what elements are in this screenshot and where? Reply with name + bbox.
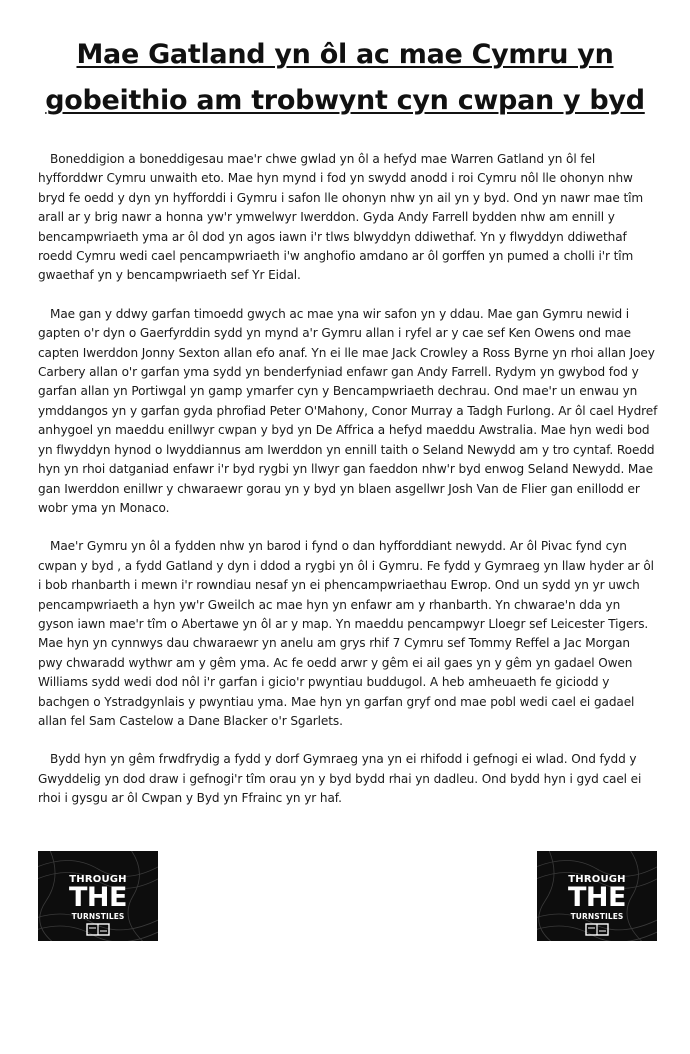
article-paragraph-3: Mae'r Gymru yn ôl a fydden nhw yn barod i fynd o dan hyfforddiant newydd. Ar ôl Pivac fynd cyn cwpan y byd , a fydd Gatland y dyn i ddod a rygbi yn ôl i Gymru. Fe fydd y Gymraeg yn llaw hyder ar ôl i bob rhanbarth i mewn i'r rowndiau nesaf yn ei phencampwriaethau Ewrop. Ond un sydd yn yr uwch pencampwriaeth a hyn yw'r Gweilch ac mae hyn yn enfawr am y rhanbarth. Yn chwarae'n dda yn gyson iawn mae'r tîm o Abertawe yn ôl ar y map. Yn maeddu pencampwyr Lloegr sef Leicester Tigers. Mae hyn yn cynnwys dau chwaraewr yn anelu am grys rhif 7 Cymru sef Tommy Reffel a Jac Morgan pwy chwaradd wythwr am y gêm yma. Ac fe oedd arwr y gêm ei ail gaes yn y gêm yn gadael Owen Williams sydd wedi dod nôl i'r garfan i gicio'r pwyntiau buddugol. A heb amheuaeth fe giciodd y bachgen o Ystradgynlais y pwyntiau yma. Mae hyn yn garfan gryf ond mae pobl wedi cael ei gadael allan fel Sam Castelow a Dane Blacker o'r Sgarlets.: [38, 539, 654, 728]
turnstile-icon: [86, 922, 110, 936]
logo-text-the: THE: [568, 882, 626, 913]
article-paragraph-4: Bydd hyn yn gêm frwdfrydig a fydd y dorf Gymraeg yna yn ei rhifodd i gefnogi ei wlad. Ond fydd y Gwyddelig yn dod draw i gefnogi'r tîm orau yn y byd bydd rhai yn dadleu. Ond bydd hyn i gyd cael ei rhoi i gysgu ar ôl Cwpan y Byd yn Ffrainc yn yr haf.: [38, 752, 642, 806]
logo-text-through: THROUGH: [568, 874, 626, 885]
logo-text-turnstiles: TURNSTILES: [570, 912, 624, 921]
article-title: Mae Gatland yn ôl ac mae Cymru yn gobeithio am trobwynt cyn cwpan y byd: [45, 39, 645, 116]
logo-text-through: THROUGH: [69, 874, 127, 885]
through-the-turnstiles-logo-left: [38, 851, 158, 941]
article-body: [38, 150, 658, 828]
through-the-turnstiles-logo-right: [537, 851, 657, 941]
logo-text-turnstiles: TURNSTILES: [71, 912, 125, 921]
logo-text-the: THE: [69, 882, 127, 913]
turnstile-icon: [585, 922, 609, 936]
article-paragraph-1: Boneddigion a boneddigesau mae'r chwe gwlad yn ôl a hefyd mae Warren Gatland yn ôl fel hyfforddwr Cymru unwaith eto. Mae hyn mynd i fod yn swydd anodd i roi Cymru nôl lle ohonyn nhw bryd fe oedd y dyn yn hyfforddi i Gymru i safon lle ohonyn nhw yn ail yn y byd. Ond yn nawr mae tîm arall ar y brig nawr a honna yw'r ymwelwyr Iwerddon. Gyda Andy Farrell bydden nhw am ennill y bencampwriaeth yma ar ôl dod yn agos iawn i'r tlws blwyddyn ddiwethaf. Yn y flwyddyn ddiwethaf roedd Cymru wedi cael pencampwriaeth i'w anghofio amdano ar ôl gorffen yn pumed a cholli i'r tîm gwaethaf yn y bencampwriaeth sef Yr Eidal.: [38, 152, 644, 283]
article-paragraph-2: Mae gan y ddwy garfan timoedd gwych ac mae yna wir safon yn y ddau. Mae gan Gymru newid i gapten o'r dyn o Gaerfyrddin sydd yn mynd a'r Gymru allan i ryfel ar y cae sef Ken Owens ond mae capten Iwerddon Jonny Sexton allan efo anaf. Yn ei lle mae Jack Crowley a Ross Byrne yn rhoi allan Joey Carbery allan o'r garfan yma sydd yn benderfyniad enfawr gan Andy Farrell. Rydym yn gwybod fod y garfan allan yn Portiwgal yn gamp ymarfer cyn y Bencampwriaeth dechrau. Ond mae'r un enwau yn ymddangos yn y garfan gyda phrofiad Peter O'Mahony, Conor Murray a Tadgh Furlong. Ar ôl cael Hydref anhygoel yn maeddu enillwyr cwpan y byd yn De Affrica a hefyd maeddu Awstralia. Mae hyn wedi bod yn flwyddyn hynod o lwyddiannus am Iwerddon yn ennill taith o Seland Newydd am y tro cyntaf. Roedd hyn yn rhoi datganiad enfawr i'r byd rygbi yn llwyr gan faeddon nhw'r byd enwog Seland Newydd. Mae gan Iwerddon enillwr y chwaraewr gorau yn y byd yn blaen asgellwr Josh Van de Flier gan enillodd er wobr yma yn Monaco.: [38, 306, 658, 515]
